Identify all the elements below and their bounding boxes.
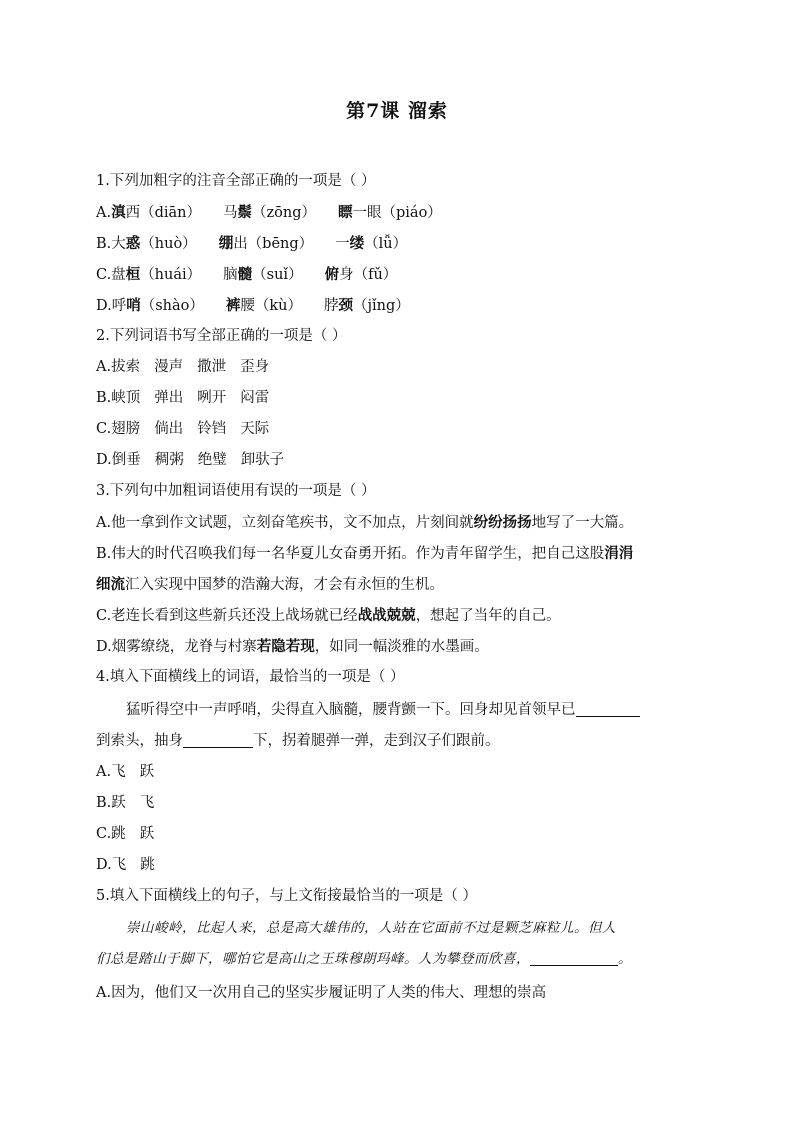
q2-stem: 2.下列词语书写全部正确的一项是（ ） <box>96 328 347 344</box>
q3-option-a: A.他一拿到作文试题，立刻奋笔疾书，文不加点，片刻间就纷纷扬扬地写了一大篇。 <box>96 514 634 531</box>
q4-stem: 4.填入下面横线上的词语，最恰当的一项是（ ） <box>96 669 405 685</box>
q3-option-d: D.烟雾缭绕，龙脊与村寨若隐若现，如同一幅淡雅的水墨画。 <box>96 638 489 655</box>
q2-option-d: D.倒垂 稠粥 绝璧 卸驮子 <box>96 452 285 468</box>
q4-option-a: A.飞 跃 <box>96 764 155 780</box>
q5-option-a: A.因为，他们又一次用自己的坚实步履证明了人类的伟大、理想的崇高 <box>96 985 547 1001</box>
q4-option-b: B.跃 飞 <box>96 795 155 811</box>
q4-option-d: D.飞 跳 <box>96 857 155 873</box>
q5-stem: 5.填入下面横线上的句子，与上文衔接最恰当的一项是（ ） <box>96 888 477 904</box>
fill-blank-2[interactable] <box>183 729 253 748</box>
q3-stem: 3.下列句中加粗词语使用有误的一项是（ ） <box>96 483 376 499</box>
q3-option-b-line2: 细流汇入实现中国梦的浩瀚大海，才会有永恒的生机。 <box>96 576 444 593</box>
q3-option-b-line1: B.伟大的时代召唤我们每一名华夏儿女奋勇开拓。作为青年留学生，把自己这股涓涓 <box>96 545 634 562</box>
q2-option-b: B.峡顶 弹出 咧开 闷雷 <box>96 390 270 406</box>
fill-blank-1[interactable] <box>576 698 640 717</box>
q5-passage-line2: 们总是踏山于脚下，哪怕它是高山之王珠穆朗玛峰。人为攀登而欣喜， 。 <box>96 944 696 975</box>
page-title: 第7课 溜索 <box>346 100 448 122</box>
q3-option-c: C.老连长看到这些新兵还没上战场就已经战战兢兢，想起了当年的自己。 <box>96 607 561 624</box>
q1-option-b: B.大惑（huò） 绷出（bēng） 一缕（lǚ） <box>96 235 408 252</box>
q1-option-d: D.呼哨（shào） 裤腰（kù） 脖颈（jǐng） <box>96 297 410 314</box>
q2-option-c: C.翅膀 倘出 铃铛 天际 <box>96 421 270 437</box>
q1-option-a: A.滇西（diān） 马鬃（zōng） 瞟一眼（piáo） <box>96 204 442 221</box>
q1-stem: 1.下列加粗字的注音全部正确的一项是（ ） <box>96 173 376 189</box>
q4-option-c: C.跳 跃 <box>96 826 155 842</box>
q2-option-a: A.拔索 漫声 撒泄 歪身 <box>96 359 270 375</box>
q4-passage-line2: 到索头，抽身 下，拐着腿弹一弹，走到汉子们跟前。 <box>96 726 696 757</box>
q5-passage-line1: 崇山峻岭，比起人来，总是高大雄伟的，人站在它面前不过是颗芝麻粒儿。但人 <box>126 920 616 936</box>
q4-passage-line1: 猛听得空中一声呼哨，尖得直入脑髓，腰背颤一下。回身却见首领早已 <box>96 695 726 726</box>
q1-option-c: C.盘桓（huái） 脑髓（suǐ） 俯身（fǔ） <box>96 266 398 283</box>
fill-blank-3[interactable] <box>530 947 618 966</box>
